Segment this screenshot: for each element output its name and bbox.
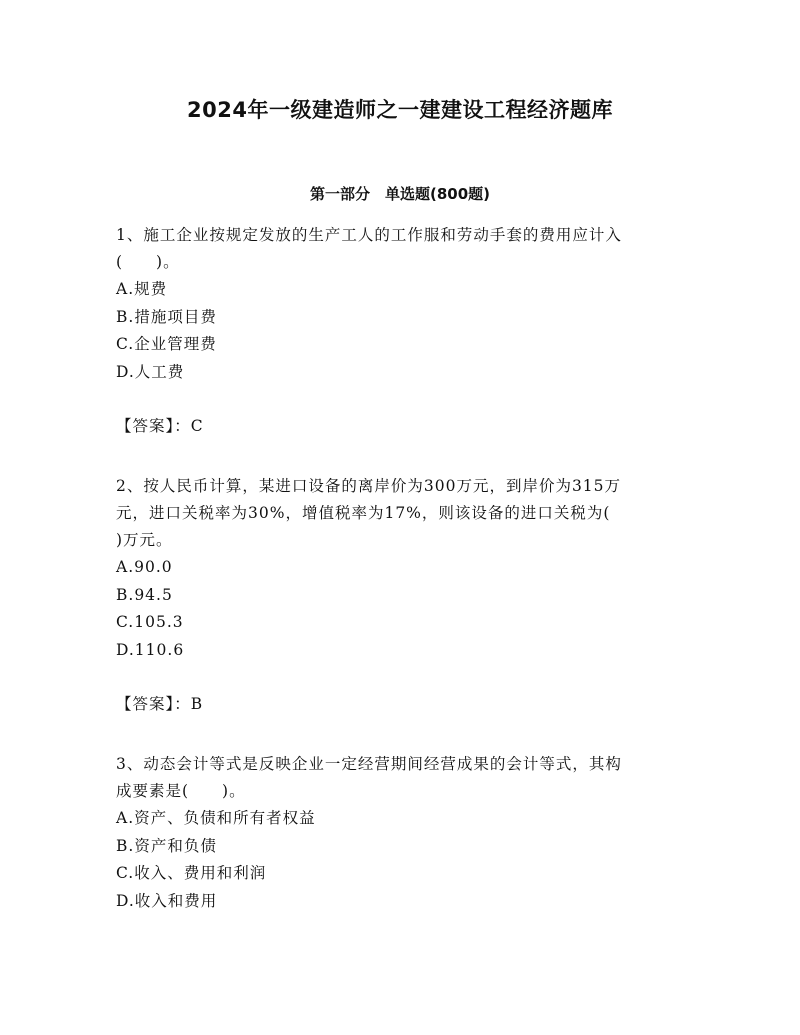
answer-line: 【答案】：C: [116, 417, 204, 435]
option-c: C.企业管理费: [116, 335, 217, 353]
option-b: B.94.5: [116, 585, 173, 604]
question-stem-line: )万元。: [116, 531, 173, 549]
question-stem-line: 2、按人民币计算，某进口设备的离岸价为300万元，到岸价为315万: [116, 477, 622, 495]
answer-line: 【答案】：B: [116, 695, 204, 713]
question-1: [116, 222, 684, 440]
question-3: [116, 751, 684, 915]
spacer: [116, 440, 684, 473]
question-stem-line: ( )。: [116, 253, 180, 271]
option-d: D.收入和费用: [116, 891, 218, 910]
question-stem-line: 成要素是( )。: [116, 782, 246, 800]
question-stem-line: 1、施工企业按规定发放的生产工人的工作服和劳动手套的费用应计入: [116, 226, 622, 244]
question-stem-line: 元，进口关税率为30%，增值税率为17%，则该设备的进口关税为(: [116, 504, 611, 522]
option-d: D.110.6: [116, 640, 185, 659]
spacer: [116, 718, 684, 751]
question-stem-line: 3、动态会计等式是反映企业一定经营期间经营成果的会计等式，其构: [116, 755, 622, 773]
option-a: A.资产、负债和所有者权益: [116, 809, 316, 827]
document-title: 2024年一级建造师之一建建设工程经济题库: [187, 98, 613, 122]
option-a: A.90.0: [116, 558, 173, 576]
option-b: B.措施项目费: [116, 307, 217, 326]
option-c: C.105.3: [116, 613, 184, 631]
option-b: B.资产和负债: [116, 836, 217, 855]
question-2: [116, 473, 684, 718]
option-c: C.收入、费用和利润: [116, 864, 267, 882]
section-heading: 第一部分 单选题(800题): [309, 185, 491, 203]
option-a: A.规费: [116, 280, 168, 298]
question-list: [116, 222, 684, 915]
option-d: D.人工费: [116, 362, 185, 381]
